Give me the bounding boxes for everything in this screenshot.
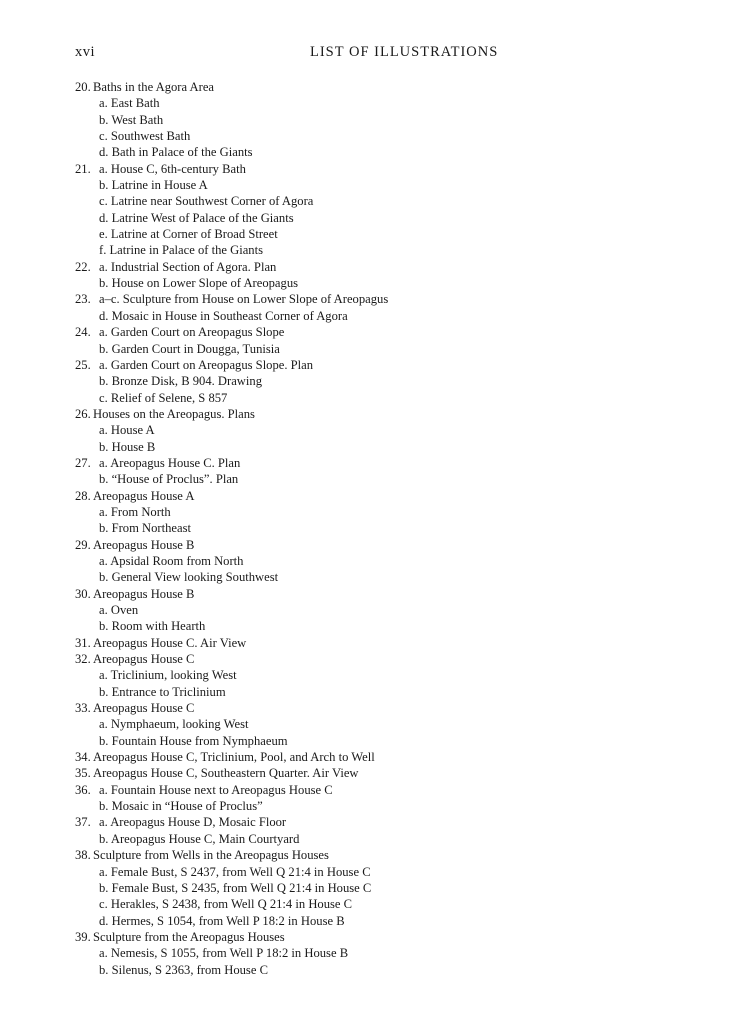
list-item (0, 259, 742, 275)
item-subentry: a. Nymphaeum, looking West (99, 717, 249, 732)
item-number: 25. (75, 357, 91, 372)
list-item (0, 618, 742, 634)
item-number: 26. (75, 406, 91, 421)
page-header (0, 44, 742, 66)
item-title: Areopagus House C (93, 652, 195, 667)
item-subentry: c. Latrine near Southwest Corner of Agora (99, 194, 314, 209)
item-number: 34. (75, 750, 91, 765)
list-item (0, 128, 742, 144)
list-item (0, 733, 742, 749)
list-item (0, 798, 742, 814)
item-subentry: b. Areopagus House C, Main Courtyard (99, 831, 300, 846)
item-subentry: b. West Bath (99, 112, 164, 127)
list-item (0, 667, 742, 683)
item-subentry: b. From Northeast (99, 521, 191, 536)
list-item (0, 962, 742, 978)
item-subentry: a. Areopagus House D, Mosaic Floor (99, 815, 287, 830)
item-subentry: c. Herakles, S 2438, from Well Q 21:4 in House C (99, 897, 353, 912)
list-item (0, 406, 742, 422)
list-item (0, 929, 742, 945)
item-title: Areopagus House B (93, 586, 195, 601)
item-subentry: d. Latrine West of Palace of the Giants (99, 210, 294, 225)
list-item (0, 945, 742, 961)
list-item (0, 635, 742, 651)
list-item (0, 471, 742, 487)
item-subentry: b. General View looking Southwest (99, 570, 279, 585)
list-item (0, 95, 742, 111)
illustration-list (0, 79, 742, 978)
list-item (0, 455, 742, 471)
item-subentry: b. Garden Court in Dougga, Tunisia (99, 341, 280, 356)
item-title: Areopagus House C, Southeastern Quarter. Air View (93, 766, 359, 781)
item-number: 31. (75, 635, 91, 650)
item-subentry: b. Bronze Disk, B 904. Drawing (99, 374, 262, 389)
list-item (0, 814, 742, 830)
item-subentry: b. Female Bust, S 2435, from Well Q 21:4 in House C (99, 880, 372, 895)
list-item (0, 324, 742, 340)
item-subentry: a. Industrial Section of Agora. Plan (99, 259, 277, 274)
item-title: Areopagus House B (93, 537, 195, 552)
item-subentry: c. Relief of Selene, S 857 (99, 390, 228, 405)
list-item (0, 880, 742, 896)
item-subentry: d. Bath in Palace of the Giants (99, 145, 253, 160)
page-number: xvi (75, 44, 96, 60)
item-subentry: b. House B (99, 439, 156, 454)
list-item (0, 373, 742, 389)
list-item (0, 193, 742, 209)
item-subentry: b. Entrance to Triclinium (99, 684, 226, 699)
list-item (0, 308, 742, 324)
running-title: LIST OF ILLUSTRATIONS (310, 44, 499, 60)
item-subentry: a. Fountain House next to Areopagus House C (99, 782, 333, 797)
list-item (0, 765, 742, 781)
list-item (0, 439, 742, 455)
item-subentry: a. House C, 6th-century Bath (99, 161, 246, 176)
item-subentry: a. Female Bust, S 2437, from Well Q 21:4 in House C (99, 864, 371, 879)
item-title: Areopagus House A (93, 488, 195, 503)
list-item (0, 341, 742, 357)
list-item (0, 602, 742, 618)
item-number: 27. (75, 455, 91, 470)
list-item (0, 700, 742, 716)
item-number: 35. (75, 766, 91, 781)
item-title: Areopagus House C (93, 701, 195, 716)
list-item (0, 553, 742, 569)
list-item (0, 357, 742, 373)
list-item (0, 684, 742, 700)
list-item (0, 831, 742, 847)
item-subentry: a. House A (99, 423, 155, 438)
list-item (0, 79, 742, 95)
item-subentry: d. Mosaic in House in Southeast Corner of Agora (99, 308, 348, 323)
list-item (0, 275, 742, 291)
list-item (0, 242, 742, 258)
list-item (0, 651, 742, 667)
item-number: 23. (75, 292, 91, 307)
list-item (0, 537, 742, 553)
list-item (0, 226, 742, 242)
item-number: 38. (75, 848, 91, 863)
list-item (0, 913, 742, 929)
item-subentry: b. House on Lower Slope of Areopagus (99, 276, 299, 291)
list-item (0, 112, 742, 128)
list-item (0, 291, 742, 307)
list-item (0, 896, 742, 912)
item-number: 29. (75, 537, 91, 552)
item-subentry: f. Latrine in Palace of the Giants (99, 243, 264, 258)
item-subentry: c. Southwest Bath (99, 129, 191, 144)
item-number: 33. (75, 701, 91, 716)
item-title: Houses on the Areopagus. Plans (93, 406, 255, 421)
item-number: 24. (75, 325, 91, 340)
item-subentry: e. Latrine at Corner of Broad Street (99, 227, 278, 242)
item-subentry: a. From North (99, 504, 171, 519)
item-number: 28. (75, 488, 91, 503)
item-subentry: b. “House of Proclus”. Plan (99, 472, 239, 487)
item-number: 36. (75, 782, 91, 797)
item-number: 32. (75, 652, 91, 667)
list-item (0, 177, 742, 193)
item-subentry: b. Fountain House from Nymphaeum (99, 733, 288, 748)
list-item (0, 847, 742, 863)
item-number: 39. (75, 929, 91, 944)
item-subentry: b. Mosaic in “House of Proclus” (99, 799, 263, 814)
list-item (0, 749, 742, 765)
item-number: 22. (75, 259, 91, 274)
list-item (0, 504, 742, 520)
item-number: 37. (75, 815, 91, 830)
list-item (0, 144, 742, 160)
list-item (0, 161, 742, 177)
item-title: Areopagus House C, Triclinium, Pool, and Arch to Well (93, 750, 375, 765)
item-subentry: a. Garden Court on Areopagus Slope. Plan (99, 357, 314, 372)
list-item (0, 586, 742, 602)
item-subentry: a–c. Sculpture from House on Lower Slope of Areopagus (99, 292, 389, 307)
item-number: 21. (75, 161, 91, 176)
list-item (0, 488, 742, 504)
item-subentry: a. Triclinium, looking West (99, 668, 237, 683)
item-subentry: a. Apsidal Room from North (99, 553, 244, 568)
item-subentry: a. Nemesis, S 1055, from Well P 18:2 in House B (99, 946, 349, 961)
item-title: Baths in the Agora Area (93, 80, 215, 94)
item-title: Areopagus House C. Air View (93, 635, 247, 650)
item-subentry: b. Room with Hearth (99, 619, 206, 634)
item-subentry: b. Latrine in House A (99, 178, 208, 193)
item-subentry: a. East Bath (99, 96, 160, 111)
list-item (0, 422, 742, 438)
item-subentry: b. Silenus, S 2363, from House C (99, 962, 268, 977)
item-number: 30. (75, 586, 91, 601)
item-number: 20. (75, 80, 91, 94)
list-item (0, 210, 742, 226)
item-subentry: a. Areopagus House C. Plan (99, 455, 241, 470)
list-item (0, 520, 742, 536)
list-item (0, 390, 742, 406)
list-item (0, 864, 742, 880)
list-item (0, 716, 742, 732)
list-item (0, 782, 742, 798)
item-subentry: d. Hermes, S 1054, from Well P 18:2 in House B (99, 913, 345, 928)
list-item (0, 569, 742, 585)
item-subentry: a. Garden Court on Areopagus Slope (99, 325, 285, 340)
item-title: Sculpture from the Areopagus Houses (93, 929, 285, 944)
item-subentry: a. Oven (99, 603, 139, 617)
item-title: Sculpture from Wells in the Areopagus Houses (93, 848, 329, 863)
